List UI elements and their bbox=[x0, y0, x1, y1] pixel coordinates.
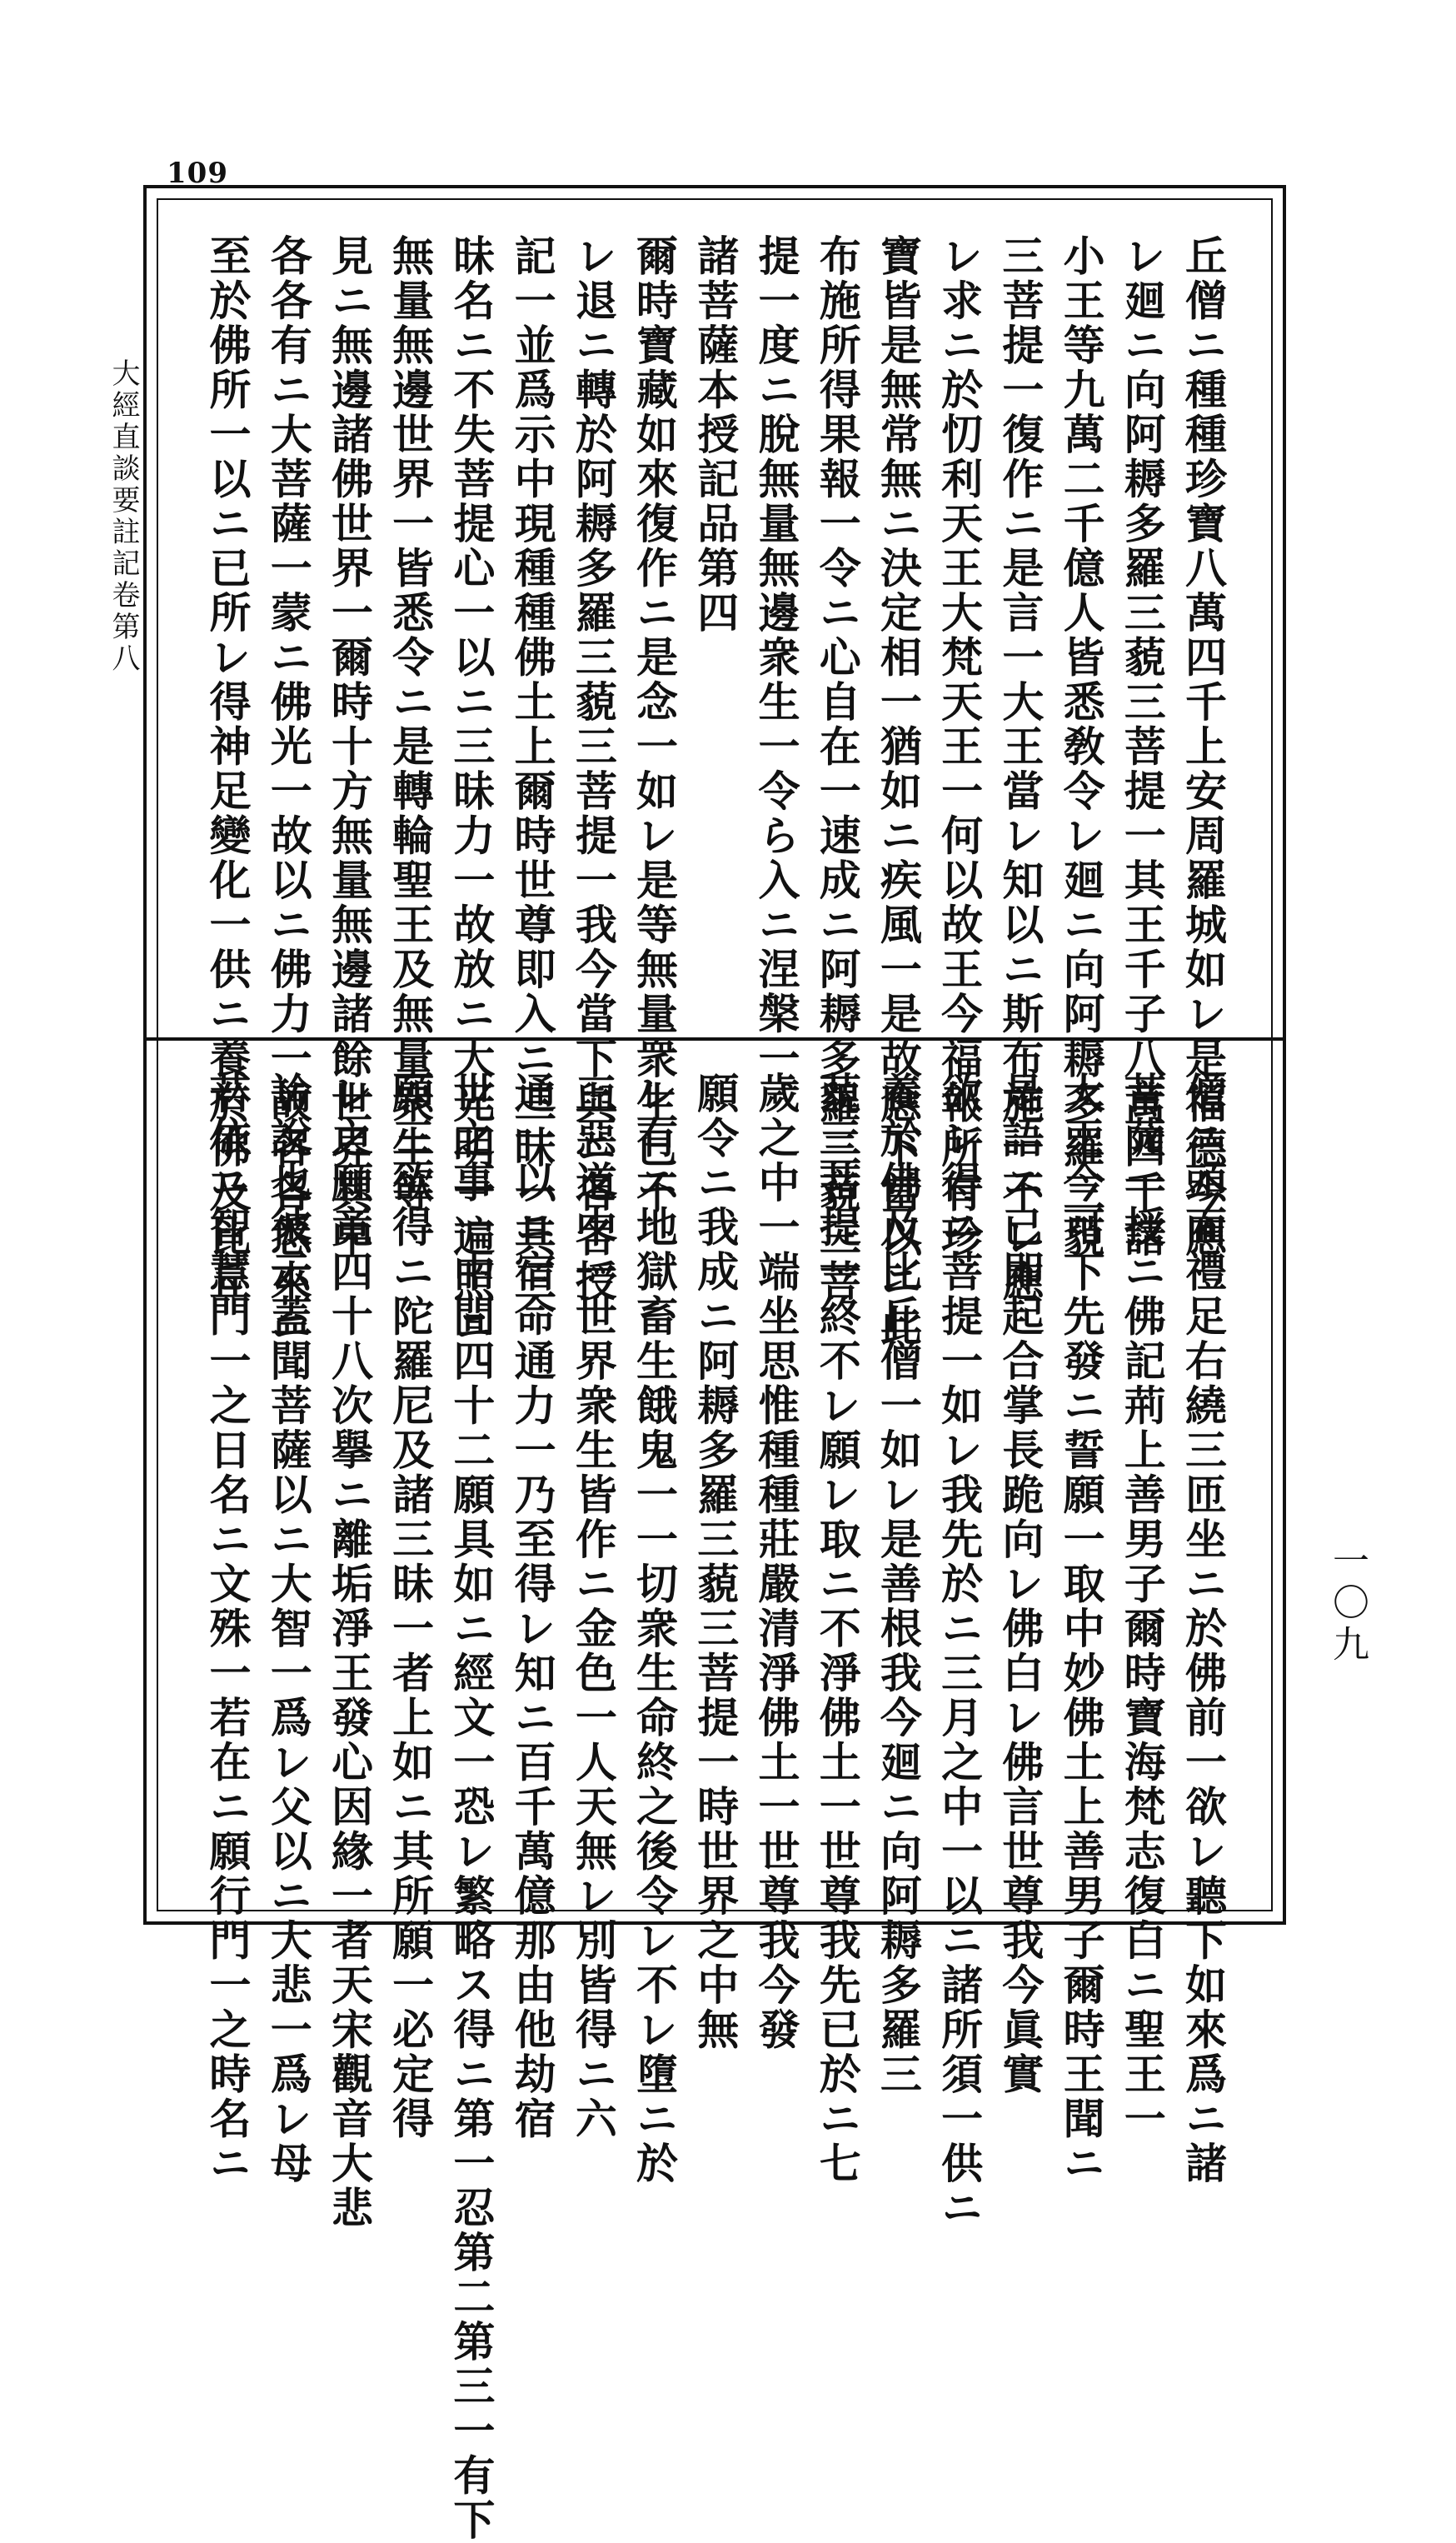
text-column: 至於佛所一以ニ已所レ得神足變化一供ニ養於佛及比丘 bbox=[202, 234, 252, 1304]
text-column: 願令ニ我成ニ阿耨多羅三藐三菩提一時世界之中無 bbox=[691, 1072, 740, 2052]
text-column: 是語ニ已即起合掌長跪向レ佛白レ佛言世尊我今眞實 bbox=[995, 1072, 1045, 2097]
section-divider bbox=[147, 1037, 1283, 1041]
text-column: 菩薩一授ニ佛記荊上善男子爾時寶海梵志復白ニ聖王一 bbox=[1117, 1072, 1167, 2141]
text-frame bbox=[143, 185, 1286, 2543]
text-column: 願三欲得ニ陀羅尼及諸三昧一者上如ニ其所願一必定得 bbox=[386, 1072, 436, 2141]
text-column: 記一並爲示中現種種佛土上爾時世尊即入ニ三昧一其三 bbox=[507, 234, 557, 1304]
text-column: 世之事一中間四十二願具如ニ經文一恐レ繁略ス得ニ第一忍第二第三一有下 bbox=[446, 1072, 496, 2543]
side-folio: 一〇九 bbox=[1326, 1541, 1369, 1666]
text-column: 大王今可下先發ニ誓願一取中妙佛土上善男子爾時王聞ニ bbox=[1056, 1072, 1106, 2186]
text-column: 通一以ニ宿命通力一乃至得レ知ニ百千萬億那由他劫宿 bbox=[507, 1072, 557, 2141]
text-column: 若依ニ智慧門一之日名ニ文殊一若在ニ願行門一之時名ニ bbox=[202, 1072, 252, 2186]
lower-text-block bbox=[197, 1072, 1233, 2543]
text-column: レ求ニ於忉利天王大梵天王一何以故王今福報所有珍 bbox=[935, 234, 985, 1260]
text-column: 各各有ニ大菩薩一蒙ニ佛光一故以ニ佛力一故各各悉來ニ bbox=[263, 234, 313, 1349]
text-column: 昧名ニ不失菩提心一以ニ三昧力一故放ニ大光明一遍照ニ bbox=[446, 234, 496, 1349]
text-column: 論說也彼云蓋聞菩薩以ニ大智一爲レ父以ニ大悲一爲レ母 bbox=[263, 1072, 313, 2186]
text-column: 三惡道中一世界衆生皆作ニ金色一人天無レ別皆得ニ六 bbox=[568, 1072, 618, 2141]
text-column: 欲レ得ニ菩提一如レ我先於ニ三月之中一以ニ諸所須一供ニ bbox=[935, 1072, 985, 2231]
text-column: レ有ニ地獄畜生餓鬼一一切衆生命終之後令レ不レ墮ニ於 bbox=[630, 1072, 680, 2186]
text-column: 小王等九萬二千億人皆悉敎令レ廻ニ向阿耨多羅三藐 bbox=[1056, 234, 1106, 1260]
text-column: 丘僧ニ種種珍寶八萬四千上安周羅城如レ是福德今應 bbox=[1179, 234, 1228, 1260]
text-column: 無量無邊世界一皆悉令ニ是轉輪聖王及無量衆生等 bbox=[386, 234, 436, 1215]
text-column: 養於佛及比丘僧一如レ是善根我今廻ニ向阿耨多羅三 bbox=[873, 1072, 923, 2097]
chapter-heading: 諸菩薩本授記品第四 bbox=[691, 234, 740, 636]
text-column: 三菩提一復作ニ是言一大王當レ知以ニ斯布施一不レ應 bbox=[995, 234, 1045, 1304]
text-column: 僧ニ頭面禮足右繞三匝坐ニ於佛前一欲レ聽下如來爲ニ諸 bbox=[1179, 1072, 1228, 2186]
running-title: 大經直談要註記卷第八 bbox=[107, 358, 140, 675]
text-column: 爾時寶藏如來復作ニ是念一如レ是等無量衆生已不 bbox=[630, 234, 680, 1215]
text-column: 見ニ無邊諸佛世界一爾時十方無量無邊諸餘世界其中 bbox=[324, 234, 374, 1260]
upper-text-block bbox=[197, 234, 1233, 1349]
text-column: 歲之中一端坐思惟種種莊嚴清淨佛土一世尊我今發 bbox=[751, 1072, 801, 2052]
text-column: 布施所得果報一令ニ心自在一速成ニ阿耨多羅三藐三菩 bbox=[812, 234, 862, 1304]
text-column: レ退ニ轉於阿耨多羅三藐三菩提一我今當下與ニ各各授 bbox=[568, 234, 618, 1304]
text-column: レ廻ニ向阿耨多羅三藐三菩提一其王千子八萬四千諸 bbox=[1117, 234, 1167, 1260]
text-column: 藐三菩提一終不レ願レ取ニ不淨佛土一世尊我先已於ニ七 bbox=[812, 1072, 862, 2186]
page-number: 109 bbox=[167, 157, 228, 190]
text-column: 寶皆是無常無ニ決定相一猶如ニ疾風一是故應下當以ニ此 bbox=[873, 234, 923, 1349]
text-column: レ之願竟四十八次擧ニ離垢淨王發心因緣一者天宋觀音大悲 bbox=[324, 1072, 374, 2231]
text-column: 提一度ニ脫無量無邊衆生一令ら入ニ涅槃一 bbox=[751, 234, 801, 1082]
